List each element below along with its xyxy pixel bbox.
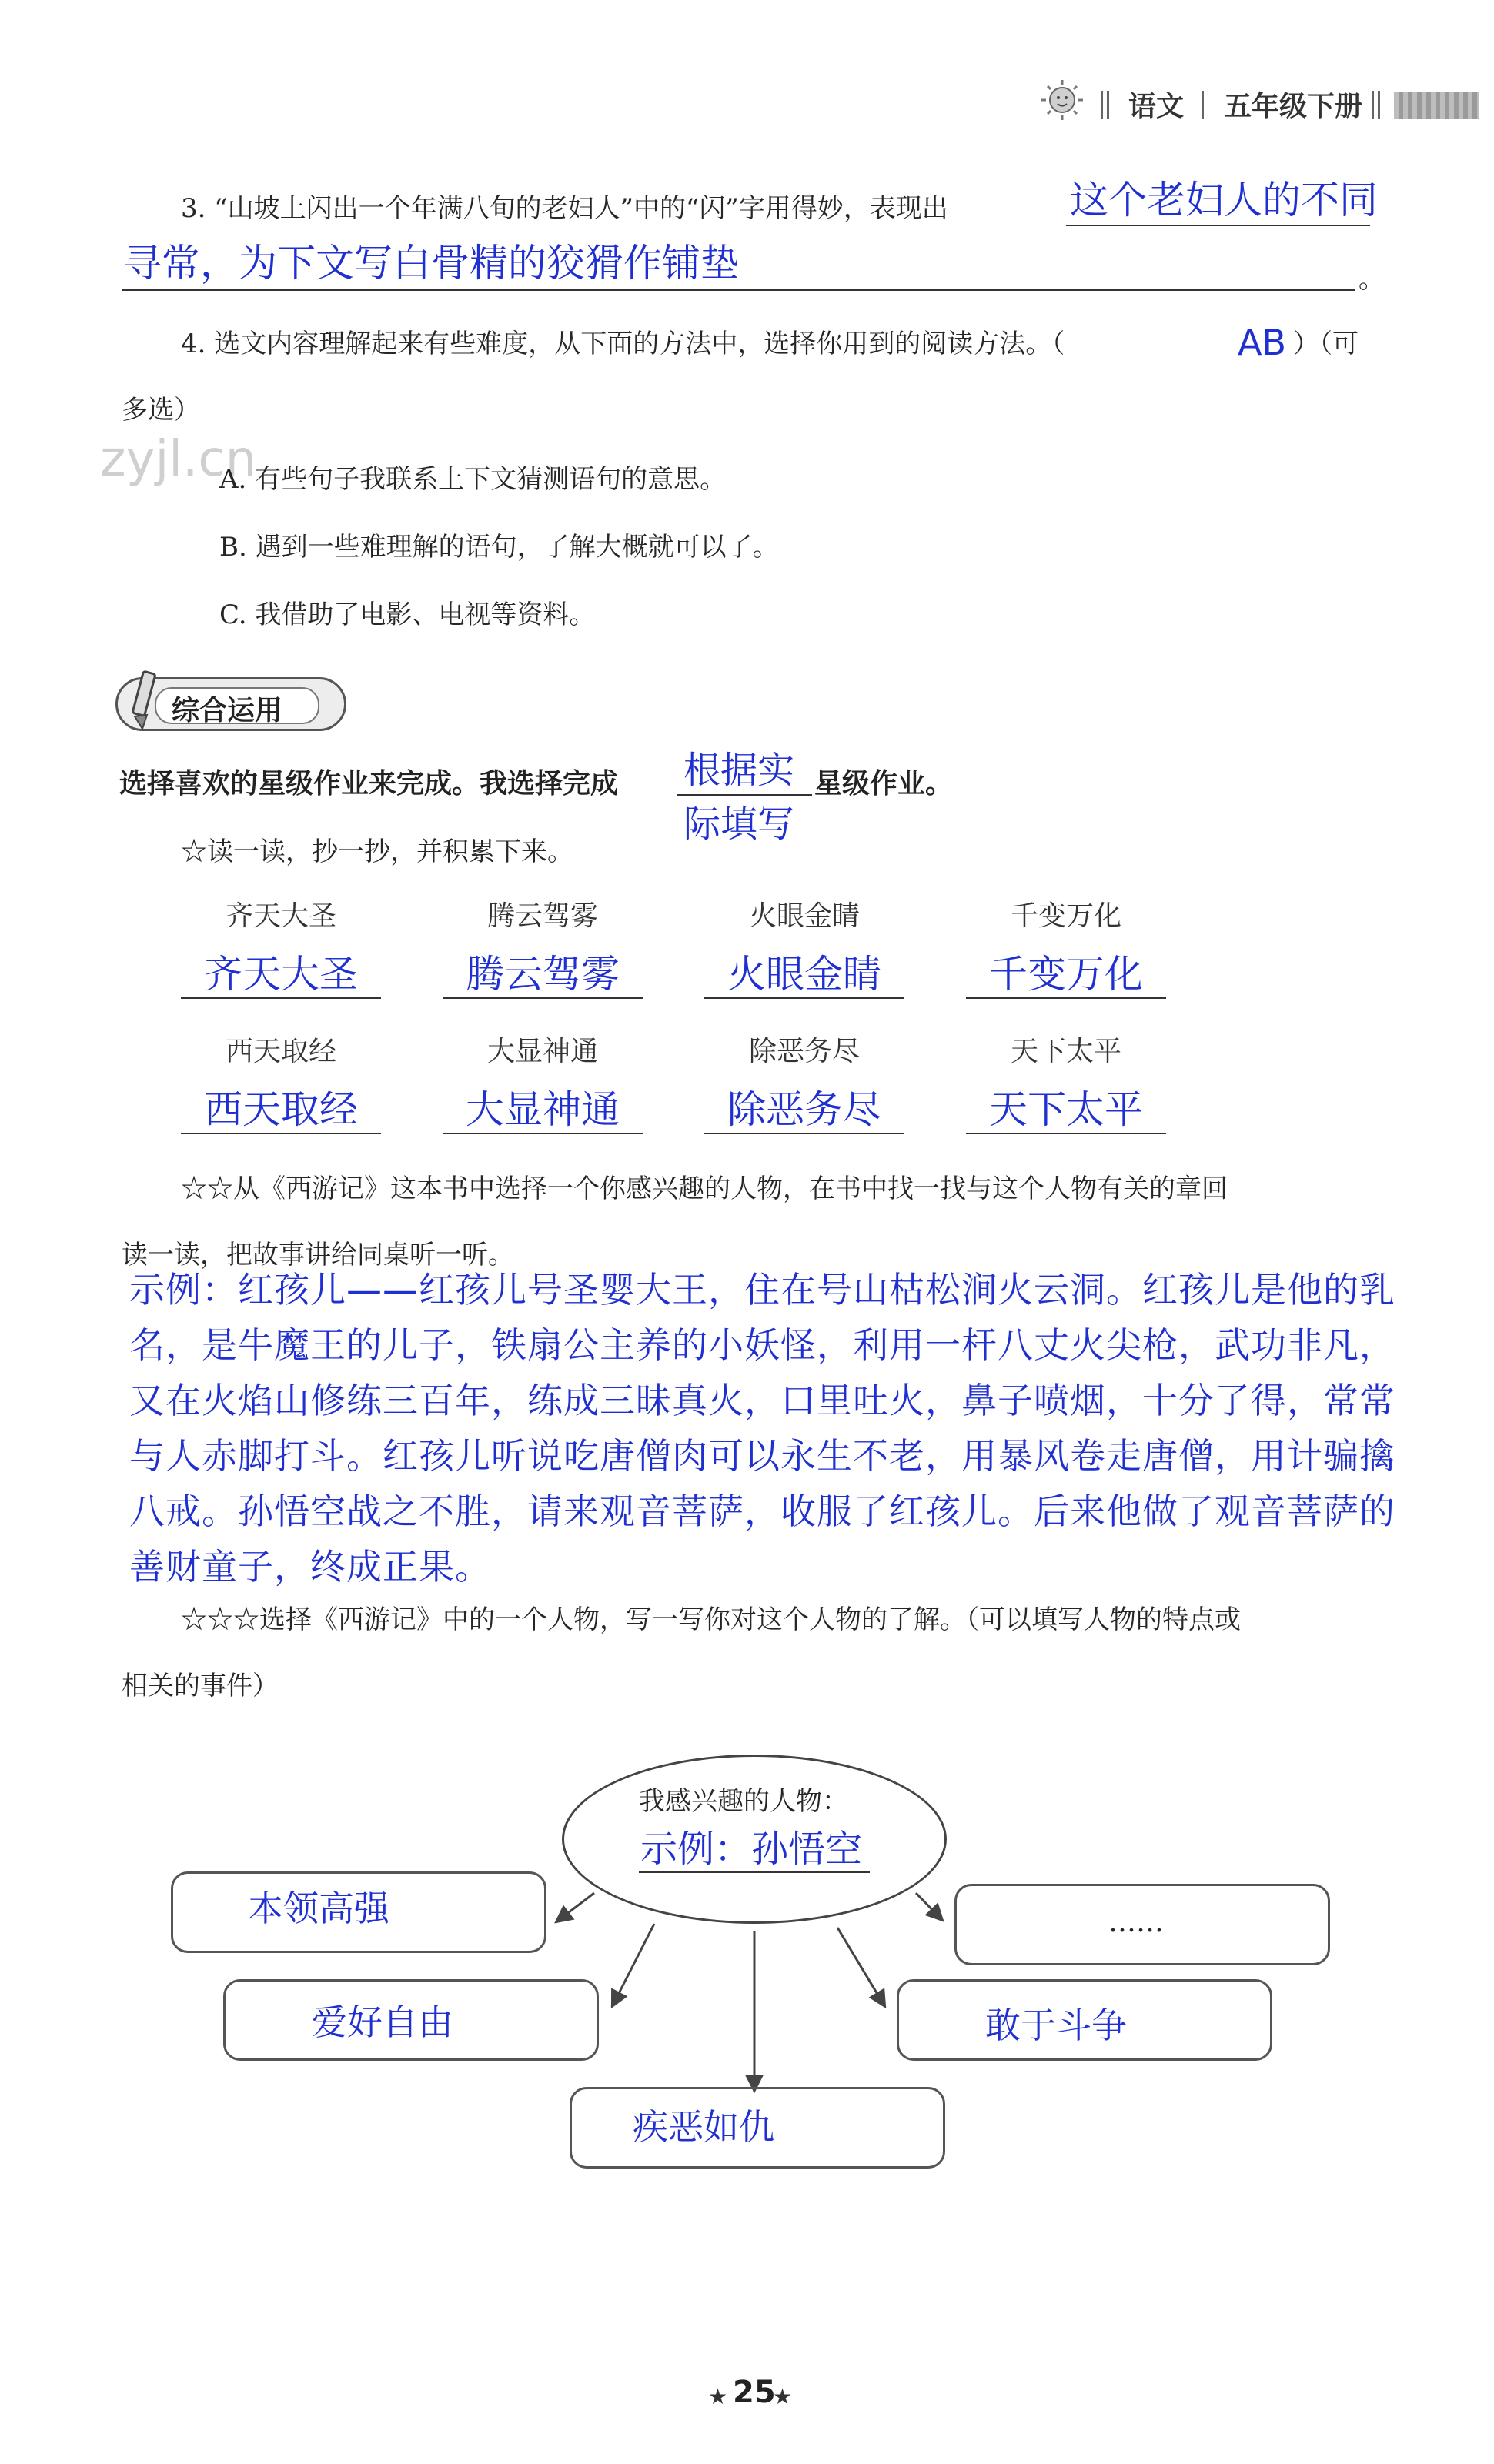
q3-answer-line1: 这个老妇人的不同 — [1070, 178, 1378, 222]
q4-prompt: 4. 选文内容理解起来有些难度，从下面的方法中，选择你用到的阅读方法。（ — [181, 329, 1065, 359]
watermark: zyjl.cn — [100, 431, 257, 488]
idiom-written-3: 火眼金睛 — [727, 952, 881, 997]
idiom-written-5: 西天取经 — [204, 1087, 358, 1132]
star3-instruction-line1: ☆☆☆选择《西游记》中的一个人物，写一写你对这个人物的了解。（可以填写人物的特点或 — [181, 1604, 1241, 1635]
idiom-underline — [966, 997, 1166, 999]
q3-answer-underline — [1066, 225, 1370, 226]
idiom-printed-1: 齐天大圣 — [225, 900, 336, 932]
star2-instruction-line1: ☆☆从《西游记》这本书中选择一个你感兴趣的人物，在书中找一找与这个人物有关的章回 — [181, 1174, 1228, 1204]
idiom-printed-3: 火眼金睛 — [748, 900, 860, 932]
header-divider — [1372, 91, 1374, 119]
header-subject: 语文 — [1128, 90, 1185, 122]
choose-answer-line2: 际填写 — [683, 803, 795, 846]
q4-answer: AB — [1238, 322, 1287, 363]
footer-star-right-icon: ★ — [773, 2384, 793, 2409]
mindmap-box-top-left-text: 本领高强 — [248, 1888, 389, 1929]
idiom-underline — [443, 997, 643, 999]
idiom-underline — [966, 1133, 1166, 1134]
idiom-printed-6: 大显神通 — [486, 1036, 598, 1067]
header-divider — [1101, 91, 1103, 119]
idiom-written-6: 大显神通 — [466, 1087, 620, 1132]
idiom-written-2: 腾云驾雾 — [466, 952, 620, 997]
arrow-to-mid-right — [837, 1928, 885, 2007]
footer-star-left-icon: ★ — [708, 2384, 728, 2409]
star2-instruction-line2: 读一读，把故事讲给同桌听一听。 — [122, 1240, 514, 1270]
mindmap-box-bottom-text: 疾恶如仇 — [633, 2106, 774, 2148]
mindmap-box-mid-right-text: 敢于斗争 — [985, 2005, 1127, 2046]
idiom-printed-2: 腾云驾雾 — [486, 900, 598, 932]
choose-answer-line1: 根据实 — [683, 749, 795, 792]
q4-prompt-line2: 多选） — [122, 395, 200, 426]
header-divider — [1107, 91, 1109, 119]
mindmap-center-label: 我感兴趣的人物： — [639, 1786, 848, 1817]
idiom-printed-8: 天下太平 — [1010, 1036, 1121, 1067]
section-badge — [115, 677, 346, 731]
header-divider — [1202, 91, 1204, 119]
choose-prompt: 选择喜欢的星级作业来完成。我选择完成 — [119, 768, 619, 800]
idiom-printed-7: 除恶务尽 — [748, 1036, 860, 1067]
q3-answer-line2: 寻常，为下文写白骨精的狡猾作铺垫 — [123, 241, 739, 285]
idiom-written-8: 天下太平 — [989, 1087, 1143, 1132]
q4-option-c: C. 我借助了电影、电视等资料。 — [219, 599, 596, 630]
idiom-printed-5: 西天取经 — [225, 1036, 336, 1067]
arrow-to-top-left — [556, 1893, 594, 1922]
mindmap-box-mid-left-text: 爱好自由 — [312, 2002, 453, 2043]
idiom-underline — [181, 997, 381, 999]
q3-answer-underline — [122, 289, 1355, 291]
q3-end-punct: 。 — [1359, 264, 1385, 295]
arrow-to-mid-left — [612, 1924, 654, 2007]
header-sun-icon — [1035, 77, 1089, 123]
q4-option-a: A. 有些句子我联系上下文猜测语句的意思。 — [219, 464, 727, 495]
section-title: 综合运用 — [172, 695, 283, 726]
q3-prompt: 3. “山坡上闪出一个年满八旬的老妇人”中的“闪”字用得妙，表现出 — [181, 193, 948, 224]
idiom-written-4: 千变万化 — [989, 952, 1143, 997]
idiom-underline — [181, 1133, 381, 1134]
arrow-to-top-right — [916, 1893, 943, 1921]
star3-instruction-line2: 相关的事件） — [122, 1671, 279, 1701]
idiom-written-7: 除恶务尽 — [727, 1087, 881, 1132]
idiom-underline — [704, 1133, 904, 1134]
idiom-written-1: 齐天大圣 — [204, 952, 358, 997]
choose-suffix: 星级作业。 — [814, 768, 954, 800]
header-grade: 五年级下册 — [1224, 90, 1363, 122]
mindmap-box-top-right-text: …… — [1108, 1907, 1164, 1938]
q4-option-b: B. 遇到一些难理解的语句，了解大概就可以了。 — [219, 532, 779, 563]
star2-story-answer: 示例：红孩儿——红孩儿号圣婴大王，住在号山枯松涧火云洞。红孩儿是他的乳名，是牛魔王的儿子，铁扇公主养的小妖怪，利用一杆八丈火尖枪，武功非凡，又在火焰山修练三百年，练成三昧真火，口里吐火，鼻子喷烟，十分了得，常常与人赤脚打斗。红孩儿听说吃唐僧肉可以永生不老，用暴风卷走唐僧，用计骗擒八戒。孙悟空战之不胜，请来观音菩萨，收服了红孩儿。后来他做了观音菩萨的善财童子，终成正果。 — [129, 1269, 1395, 1588]
header-decoration — [1394, 92, 1479, 119]
q4-prompt-tail: ）（可 — [1293, 329, 1359, 359]
mindmap-center-answer: 示例：孙悟空 — [640, 1828, 863, 1871]
pencil-icon — [124, 669, 162, 730]
header-divider — [1378, 91, 1380, 119]
idiom-printed-4: 千变万化 — [1010, 900, 1121, 932]
idiom-underline — [704, 997, 904, 999]
star1-instruction: ☆读一读，抄一抄，并积累下来。 — [181, 836, 573, 867]
mindmap-center-underline — [639, 1871, 870, 1873]
idiom-underline — [443, 1133, 643, 1134]
page-number: 25 — [733, 2375, 776, 2410]
